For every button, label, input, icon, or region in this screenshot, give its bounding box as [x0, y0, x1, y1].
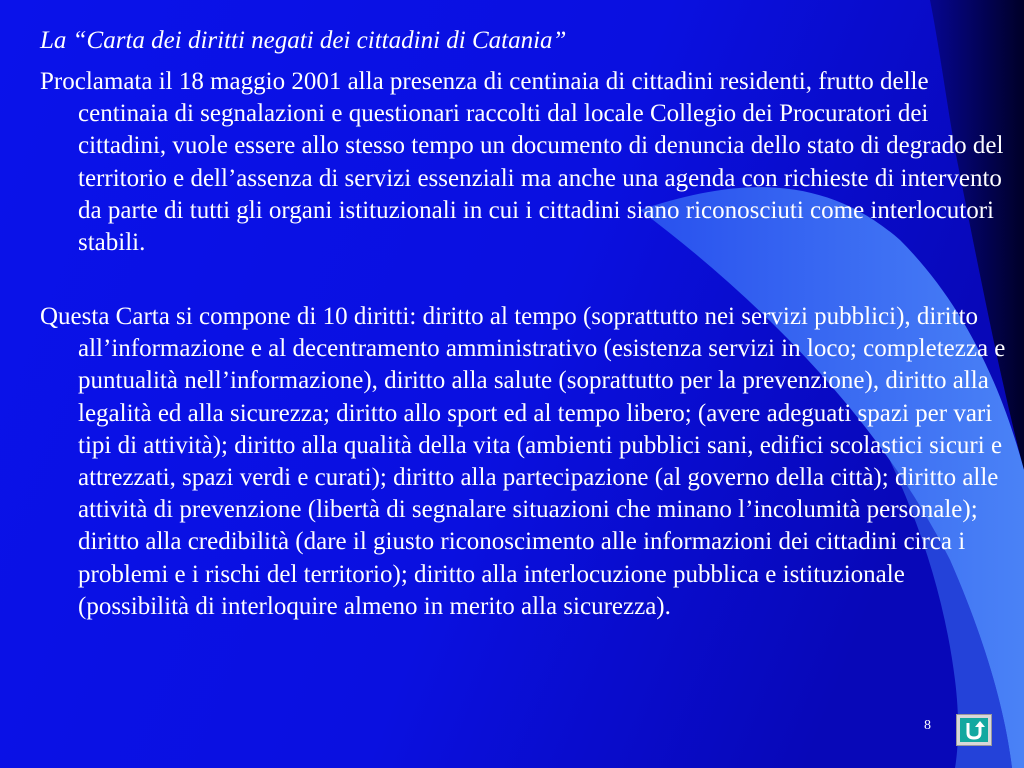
page-number: 8 [924, 718, 931, 733]
paragraph-proclamation: Proclamata il 18 maggio 2001 alla presenza di centinaia di cittadini residenti, frutto delle centinaia di segnalazioni e questionari raccolti dal locale Collegio dei Procuratori dei cittadini, vuole essere allo stesso tempo un documento di denuncia dello stato di degrado del territorio e dell’assenza di servizi essenziali ma anche una agenda con richieste di intervento da parte di tutti gli organi istituzionali in cui i cittadini siano riconosciuti come interlocutori stabili. [40, 68, 1004, 257]
u-turn-return-icon [963, 720, 985, 740]
return-button-face [960, 718, 988, 742]
paragraph-rights-list: Questa Carta si compone di 10 diritti: diritto al tempo (soprattutto nei servizi pubblici), diritto all’informazione e al decentramento amministrativo (esistenza servizi in loco; completezza e puntualità nell’informazione), diritto alla salute (soprattutto per la prevenzione), diritto alla legalità ed alla sicurezza; diritto allo sport ed al tempo libero; (avere adeguati spazi per vari tipi di attività); diritto alla qualità della vita (ambienti pubblici sani, edifici scolastici sicuri e attrezzati, spazi verdi e curati); diritto alla partecipazione (al governo della città); diritto alle attività di prevenzione (libertà di segnalare situazioni che minano l’incolumità personale); diritto alla credibilità (dare il giusto riconoscimento alle informazioni dei cittadini circa i problemi e i rischi del territorio); diritto alla interlocuzione pubblica e istituzionale (possibilità di interloquire almeno in merito alla sicurezza). [40, 303, 1006, 620]
slide-title: La “Carta dei diritti negati dei cittadini di Catania” [40, 27, 567, 54]
return-button[interactable] [956, 714, 992, 746]
